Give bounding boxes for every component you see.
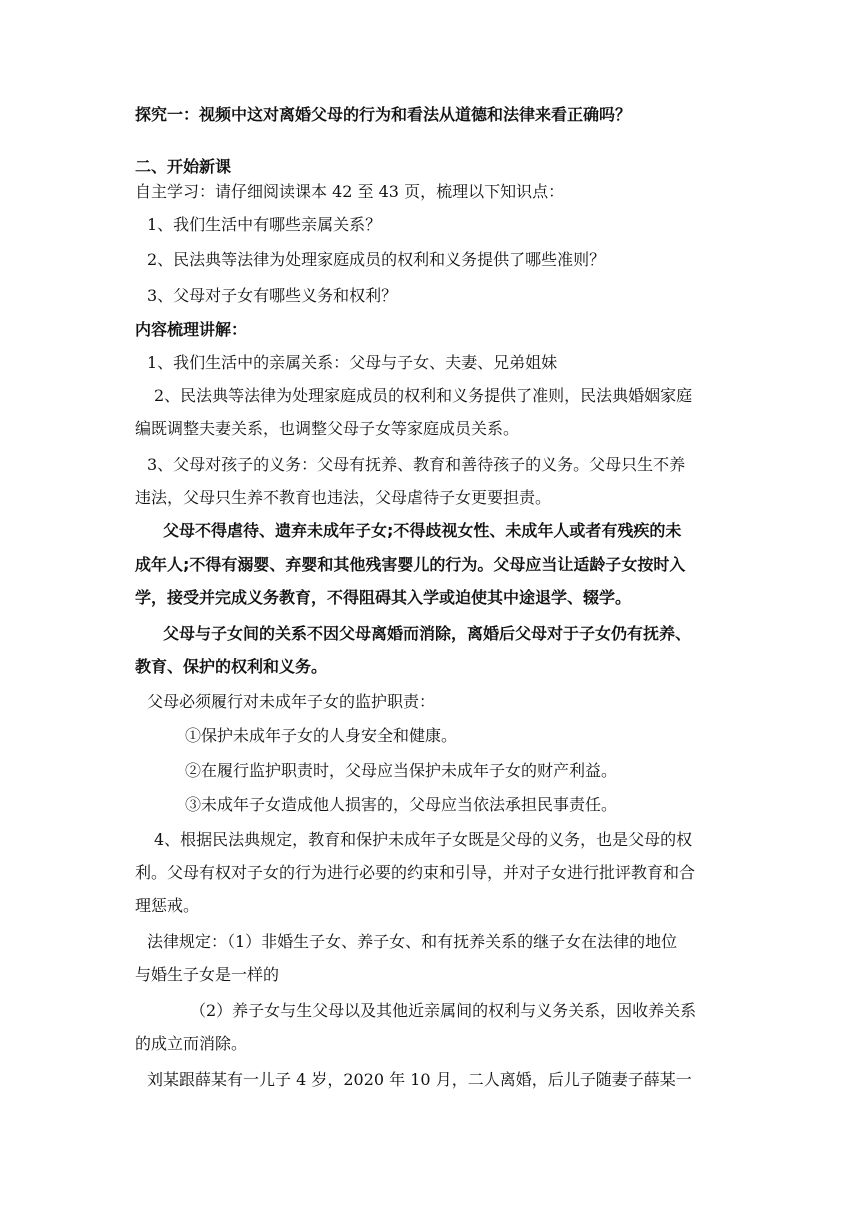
point-2-line-2: 编既调整夫妻关系，也调整父母子女等家庭成员关系。 <box>135 419 520 438</box>
law-rule-2-line-1: （2）养子女与生父母以及其他近亲属间的权利与义务关系，因收养关系 <box>190 1001 697 1020</box>
guardian-intro: 父母必须履行对未成年子女的监护职责： <box>147 692 436 711</box>
question-1: 1、我们生活中有哪些亲属关系？ <box>147 215 382 234</box>
guardian-duty-3: ③未成年子女造成他人损害的，父母应当依法承担民事责任。 <box>185 795 618 814</box>
point-2-line-1: 2、民法典等法律为处理家庭成员的权利和义务提供了准则，民法典婚姻家庭 <box>154 386 693 405</box>
guardian-duty-1: ①保护未成年子女的人身安全和健康。 <box>185 726 458 745</box>
point-3-line-1: 3、父母对孩子的义务：父母有抚养、教育和善待孩子的义务。父母只生不养 <box>147 455 686 474</box>
bold-para-1-line-3: 学，接受并完成义务教育，不得阻碍其入学或迫使其中途退学、辍学。 <box>135 588 632 607</box>
point-4-line-2: 利。父母有权对子女的行为进行必要的约束和引导，并对子女进行批评教育和合 <box>135 863 696 882</box>
bold-para-2-line-2: 教育、保护的权利和义务。 <box>135 657 328 676</box>
content-heading: 内容梳理讲解： <box>135 320 248 339</box>
question-2: 2、民法典等法律为处理家庭成员的权利和义务提供了哪些准则？ <box>147 250 606 269</box>
guardian-duty-2: ②在履行监护职责时，父母应当保护未成年子女的财产利益。 <box>185 761 618 780</box>
inquiry-question: 探究一：视频中这对离婚父母的行为和看法从道德和法律来看正确吗？ <box>135 105 632 124</box>
point-3-line-2: 违法，父母只生养不教育也违法，父母虐待子女更要担责。 <box>135 488 552 507</box>
bold-para-2-line-1: 父母与子女间的关系不因父母离婚而消除，离婚后父母对于子女仍有抚养、 <box>163 624 692 643</box>
law-rule-1-line-1: 法律规定：（1）非婚生子女、养子女、和有抚养关系的继子女在法律的地位 <box>147 932 678 951</box>
bold-para-1-line-1: 父母不得虐待、遗弃未成年子女;不得歧视女性、未成年人或者有残疾的未 <box>163 521 682 540</box>
self-study-intro: 自主学习：请仔细阅读课本 42 至 43 页，梳理以下知识点： <box>135 182 565 201</box>
case-line: 刘某跟薛某有一儿子 4 岁，2020 年 10 月，二人离婚，后儿子随妻子薛某一 <box>147 1070 692 1089</box>
law-rule-1-line-2: 与婚生子女是一样的 <box>135 965 280 984</box>
point-4-line-3: 理惩戒。 <box>135 896 200 915</box>
point-1: 1、我们生活中的亲属关系：父母与子女、夫妻、兄弟姐妹 <box>147 353 558 372</box>
bold-para-1-line-2: 成年人;不得有溺婴、弃婴和其他残害婴儿的行为。父母应当让适龄子女按时入 <box>135 555 686 574</box>
question-3: 3、父母对子女有哪些义务和权利？ <box>147 286 398 305</box>
law-rule-2-line-2: 的成立而消除。 <box>135 1034 248 1053</box>
point-4-line-1: 4、根据民法典规定，教育和保护未成年子女既是父母的义务，也是父母的权 <box>154 830 693 849</box>
section-heading: 二、开始新课 <box>135 157 232 176</box>
